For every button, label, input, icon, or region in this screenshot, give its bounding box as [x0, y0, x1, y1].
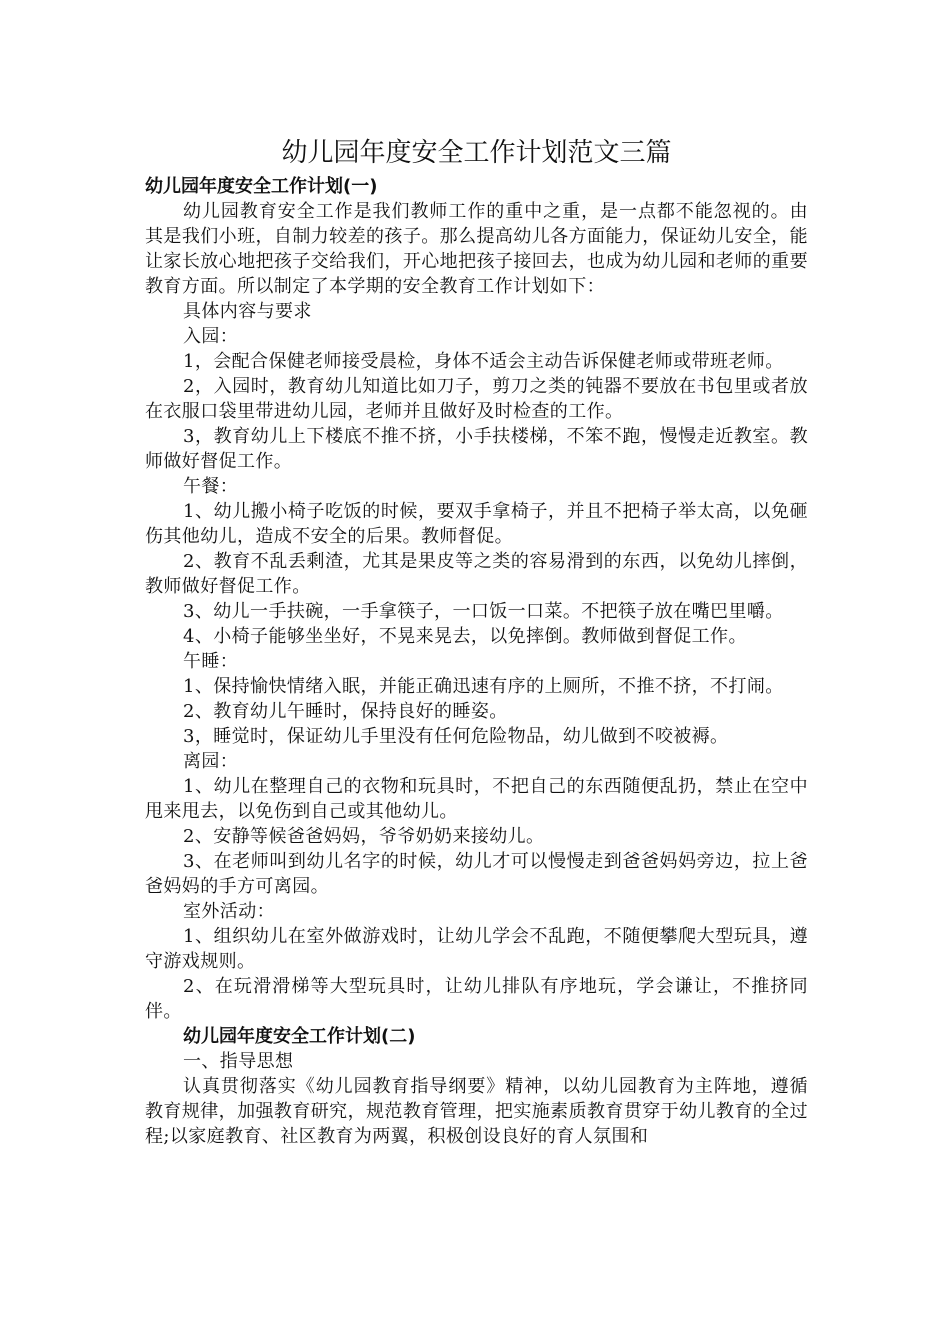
section-heading-1: 幼儿园年度安全工作计划(一)	[145, 176, 378, 197]
paragraph: 3、在老师叫到幼儿名字的时候，幼儿才可以慢慢走到爸爸妈妈旁边，拉上爸爸妈妈的手方可离园。	[145, 851, 808, 897]
paragraph: 1、幼儿在整理自己的衣物和玩具时，不把自己的东西随便乱扔，禁止在空中甩来甩去，以免伤到自己或其他幼儿。	[145, 776, 808, 822]
paragraph: 离园：	[183, 751, 239, 772]
paragraph: 3、幼儿一手扶碗，一手拿筷子，一口饭一口菜。不把筷子放在嘴巴里嚼。	[183, 601, 784, 622]
paragraph: 午餐：	[183, 476, 239, 497]
paragraph: 2、教育不乱丢剩渣，尤其是果皮等之类的容易滑到的东西，以免幼儿摔倒，教师做好督促工作。	[145, 551, 808, 597]
paragraph: 认真贯彻落实《幼儿园教育指导纲要》精神，以幼儿园教育为主阵地，遵循教育规律，加强教育研究，规范教育管理，把实施素质教育贯穿于幼儿教育的全过程;以家庭教育、社区教育为两翼，积极创设良好的育人氛围和	[145, 1076, 808, 1147]
section-2-body	[145, 1049, 808, 1149]
paragraph: 室外活动：	[183, 901, 275, 922]
paragraph: 4、小椅子能够坐坐好，不晃来晃去，以免摔倒。教师做到督促工作。	[183, 626, 747, 647]
paragraph: 1、幼儿搬小椅子吃饭的时候，要双手拿椅子，并且不把椅子举太高，以免砸伤其他幼儿，造成不安全的后果。教师督促。	[145, 501, 808, 547]
paragraph: 3，教育幼儿上下楼底不推不挤，小手扶楼梯，不笨不跑，慢慢走近教室。教师做好督促工作。	[145, 426, 808, 472]
paragraph: 2、教育幼儿午睡时，保持良好的睡姿。	[183, 701, 508, 722]
section-1-body	[145, 199, 808, 1024]
paragraph: 1、保持愉快情绪入眠，并能正确迅速有序的上厕所，不推不挤，不打闹。	[183, 676, 784, 697]
document-title: 幼儿园年度安全工作计划范文三篇	[281, 138, 672, 168]
paragraph: 2，入园时，教育幼儿知道比如刀子，剪刀之类的钝器不要放在书包里或者放在衣服口袋里带进幼儿园，老师并且做好及时检查的工作。	[145, 376, 808, 422]
paragraph: 1、组织幼儿在室外做游戏时，让幼儿学会不乱跑，不随便攀爬大型玩具，遵守游戏规则。	[145, 926, 808, 972]
section-heading-2: 幼儿园年度安全工作计划(二)	[183, 1026, 416, 1047]
paragraph: 午睡：	[183, 651, 239, 672]
paragraph: 1，会配合保健老师接受晨检，身体不适会主动告诉保健老师或带班老师。	[183, 351, 784, 372]
paragraph: 一、指导思想	[183, 1051, 294, 1072]
paragraph: 入园：	[183, 326, 239, 347]
paragraph: 3，睡觉时，保证幼儿手里没有任何危险物品，幼儿做到不咬被褥。	[183, 726, 729, 747]
paragraph: 2、在玩滑滑梯等大型玩具时，让幼儿排队有序地玩，学会谦让，不推挤同伴。	[145, 976, 808, 1022]
paragraph: 2、安静等候爸爸妈妈，爷爷奶奶来接幼儿。	[183, 826, 545, 847]
paragraph: 具体内容与要求	[183, 301, 312, 322]
paragraph: 幼儿园教育安全工作是我们教师工作的重中之重，是一点都不能忽视的。由其是我们小班，自制力较差的孩子。那么提高幼儿各方面能力，保证幼儿安全，能让家长放心地把孩子交给我们，开心地把孩子接回去，也成为幼儿园和老师的重要教育方面。所以制定了本学期的安全教育工作计划如下：	[145, 201, 808, 297]
document-body	[145, 136, 808, 1149]
